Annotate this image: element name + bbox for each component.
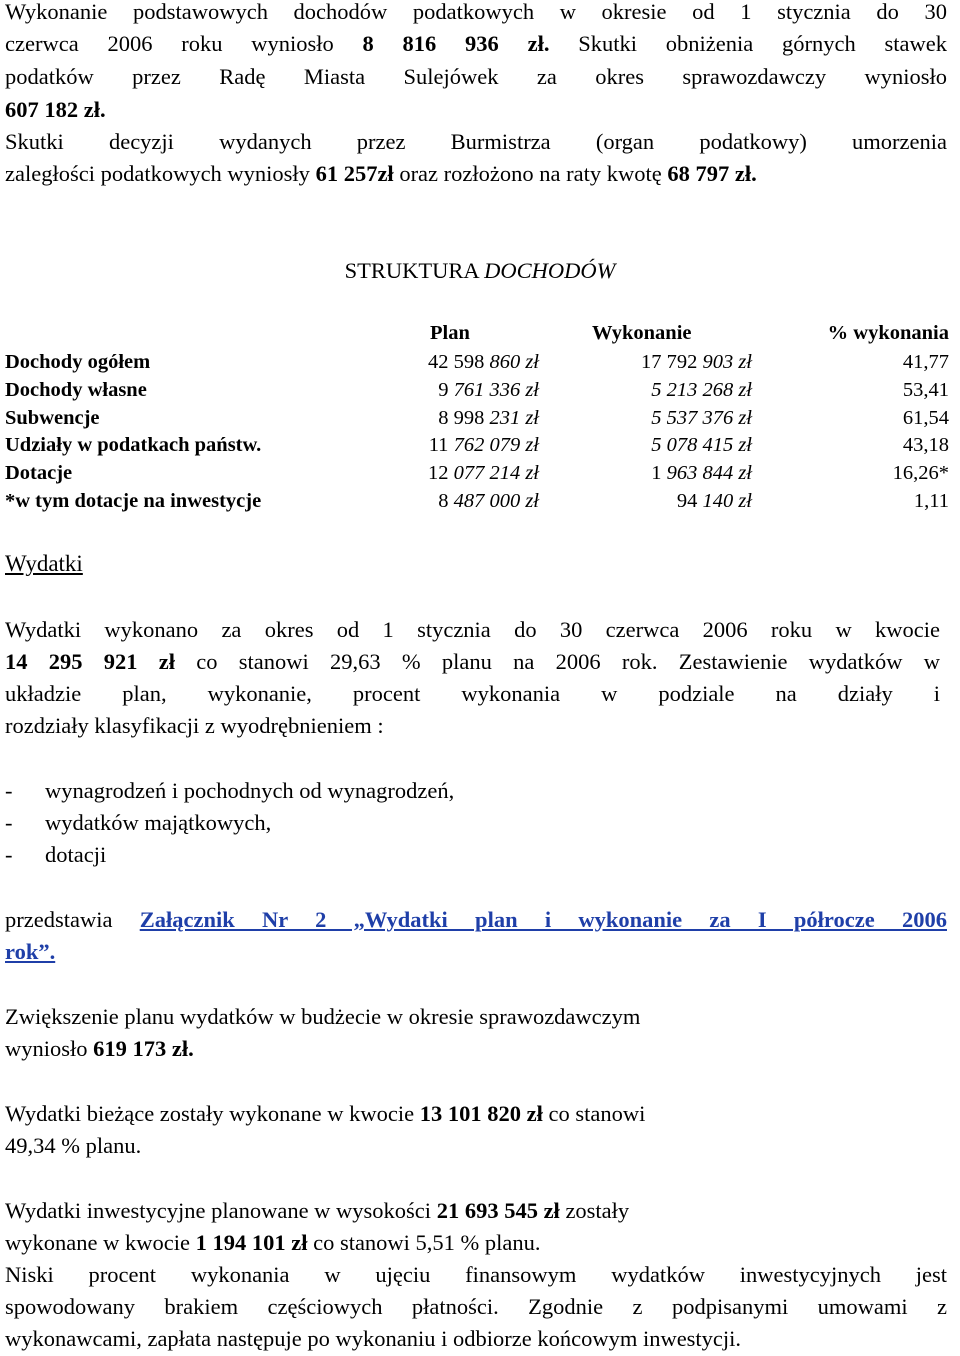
- income-structure-table: [5, 318, 949, 516]
- intro-line-5: Skutki decyzji wydanych przez Burmistrza (organ podatkowy) umorzenia: [5, 129, 947, 154]
- table-row: Dotacje 12 077 214 zł 1 963 844 zł 16,26*: [5, 462, 949, 485]
- attachment-reference-cont: [5, 936, 947, 968]
- wydatki-p5-line-1: Wydatki inwestycyjne planowane w wysokości 21 693 545 zł zostały: [5, 1198, 630, 1223]
- intro-line-6: zaległości podatkowych wyniosły 61 257zł oraz rozłożono na raty kwotę 68 797 zł.: [5, 161, 757, 186]
- table-row: Dochody własne 9 761 336 zł 5 213 268 zł 53,41: [5, 378, 949, 401]
- structure-title: STRUKTURA DOCHODÓW: [344, 258, 616, 283]
- wydatki-p1-line-2: 14 295 921 zł co stanowi 29,63 % planu na 2006 rok. Zestawienie wydatków w: [5, 649, 940, 674]
- wydatki-p6-line-3: wykonawcami, zapłata następuje po wykonaniu i odbiorze końcowym inwestycji.: [5, 1326, 742, 1351]
- wydatki-p4-line-2: 49,34 % planu.: [5, 1133, 142, 1158]
- header-exec: Wykonanie: [592, 322, 692, 344]
- intro-line-2: czerwca 2006 roku wyniosło 8 816 936 zł. Skutki obniżenia górnych stawek: [5, 31, 947, 56]
- wydatki-p1-line-4: rozdziały klasyfikacji z wyodrębnieniem :: [5, 713, 384, 738]
- wydatki-p3-line-2: wyniosło 619 173 zł.: [5, 1036, 194, 1061]
- wydatki-p1-line-3: układzie plan, wykonanie, procent wykonania w podziale na działy i: [5, 681, 940, 706]
- wydatki-p5-line-2: wykonane w kwocie 1 194 101 zł co stanowi 5,51 % planu.: [5, 1230, 541, 1255]
- list-item: - dotacji: [5, 842, 107, 867]
- wydatki-p4-line-1: Wydatki bieżące zostały wykonane w kwocie 13 101 820 zł co stanowi: [5, 1101, 646, 1126]
- wydatki-p6-line-1: Niski procent wykonania w ujęciu finansowym wydatków inwestycyjnych jest: [5, 1262, 947, 1287]
- attachment-link[interactable]: Załącznik Nr 2 „Wydatki plan i wykonanie za I półrocze 2006: [139, 907, 947, 932]
- attachment-link-cont[interactable]: rok”.: [5, 939, 56, 964]
- list-item: - wydatków majątkowych,: [5, 810, 272, 835]
- wydatki-p6-line-2: spowodowany brakiem częściowych płatności. Zgodnie z podpisanymi umowami z: [5, 1294, 947, 1319]
- table-header: [5, 318, 949, 348]
- intro-line-1: Wykonanie podstawowych dochodów podatkowych w okresie od 1 stycznia do 30: [5, 0, 947, 24]
- section-title-wydatki: Wydatki: [5, 551, 83, 576]
- list-item: - wynagrodzeń i pochodnych od wynagrodzeń,: [5, 778, 455, 803]
- wydatki-p1-line-1: Wydatki wykonano za okres od 1 stycznia do 30 czerwca 2006 roku w kwocie: [5, 617, 940, 642]
- table-row: Subwencje 8 998 231 zł 5 537 376 zł 61,54: [5, 406, 949, 429]
- header-pct: % wykonania: [827, 322, 949, 344]
- wydatki-p3-line-1: Zwiększenie planu wydatków w budżecie w okresie sprawozdawczym: [5, 1004, 641, 1029]
- intro-line-3: podatków przez Radę Miasta Sulejówek za okres sprawozdawczy wyniosło: [5, 64, 947, 89]
- header-plan: Plan: [430, 322, 470, 344]
- table-row: *w tym dotacje na inwestycje 8 487 000 zł 94 140 zł 1,11: [5, 489, 949, 512]
- intro-line-4: 607 182 zł.: [5, 97, 106, 122]
- attachment-reference: przedstawia Załącznik Nr 2 „Wydatki plan i wykonanie za I półrocze 2006: [5, 907, 947, 932]
- table-row: Dochody ogółem 42 598 860 zł 17 792 903 zł 41,77: [5, 351, 949, 373]
- table-row: Udziały w podatkach państw. 11 762 079 zł 5 078 415 zł 43,18: [5, 434, 949, 457]
